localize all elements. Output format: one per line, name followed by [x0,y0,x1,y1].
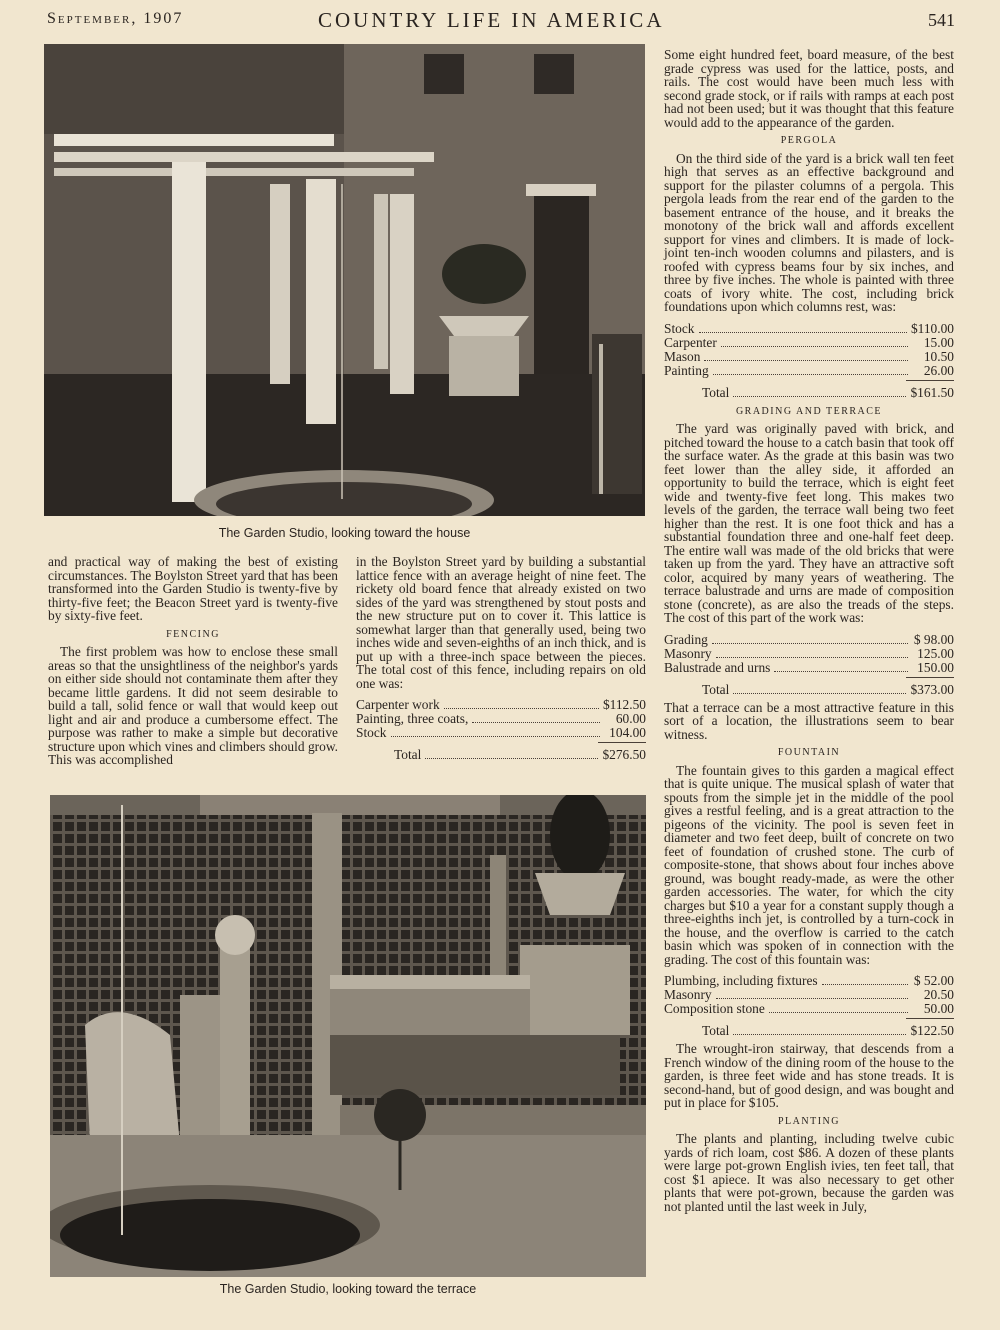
cost-row [356,698,646,712]
cost-amount: $ 52.00 [913,973,954,988]
cost-row [664,322,954,336]
col3-paragraph-3: The yard was originally paved with brick, and pitched toward the house to a catch basin that took off the surface water. As the grade at this basin was two feet lower than the alley side, it afforded an opportunity to build the terrace, which is eight feet wide and twenty-five feet long. This makes two levels of the garden, the terrace wall being two feet higher than the rest. It is one foot thick and has a substantial foundation three and one-half feet deep. The entire wall was made of the old bricks that were taken up from the yard. They have an attractive soft color, acquired by many years of weathering. The terrace balustrade and urns are made of composition stone (concrete), as are also the treads of the steps. The cost of this part of the work was: [664,421,954,625]
photo-garden-toward-house [44,44,645,516]
cost-label: Balustrade and urns [664,659,771,675]
photo-garden-toward-terrace [50,795,646,1277]
photo-illustration-terrace [50,795,646,1277]
total-label: Total [702,681,730,697]
total-rule [598,742,646,743]
cost-label: Composition stone [664,1001,765,1016]
col1-paragraph-2: The first problem was how to enclose these small areas so that the unsightliness of the neighbor's yards on either side should not contaminate them after they became little gardens. It did not seem desirable to build a tall, solid fence or wall that would keep out light and air and produce a cumbersome effect. The purpose was rather to make a simple but decorative structure upon which vines and climbers should grow. This was accomplished [48,644,338,767]
cost-amount: 26.00 [923,362,954,378]
col2-paragraph-1: in the Boylston Street yard by building a substantial lattice fence with an average height of nine feet. The rickety old board fence that already existed on two sides of the yard was strengthened by stout posts and the new structure put on to cover it. This lattice is somewhat larger than that generally used, being two inches wide and seven-eighths of an inch thick, and is put up with a three-inch space between the pieces. The total cost of this fence, including repairs on old one was: [356,554,646,691]
cost-row [664,336,954,350]
text-column-1 [48,555,338,767]
text-column-2 [356,555,646,766]
cost-row [664,661,954,675]
cost-amount: $110.00 [910,320,954,336]
fence-cost-table [356,698,646,762]
grading-cost-table [664,633,954,697]
cost-amount: 15.00 [923,334,954,350]
cost-label: Grading [664,631,708,647]
cost-row [664,350,954,364]
cost-amount: 104.00 [609,725,646,740]
cost-label: Carpenter [664,334,717,350]
total-amount: $276.50 [602,747,646,762]
total-rule [906,380,954,381]
cost-row [664,647,954,661]
col3-paragraph-1: Some eight hundred feet, board measure, of the best grade cypress was used for the lattice, posts, and rails. The cost would have been much less with second grade stock, or if rails with ramps at each post had not been used; but it was thought that this feature would add to the appearance of the garden. [664,47,954,130]
total-label: Total [702,1023,730,1038]
total-rule [906,677,954,678]
col3-paragraph-6: The wrought-iron stairway, that descends from a French window of the dining room of the house to the garden, is three feet wide and has stone treads. It is second-hand, but of good design, and was bought and put in place for $105. [664,1041,954,1110]
col3-paragraph-4: That a terrace can be a most attractive feature in this sort of a location, the illustrations seem to bear witness. [664,699,954,742]
cost-label: Carpenter work [356,697,440,712]
cost-amount: 150.00 [917,659,954,675]
cost-total-row [356,748,646,762]
cost-amount: 10.50 [923,348,954,364]
text-column-3 [664,48,954,1213]
total-rule [906,1018,954,1019]
col3-paragraph-2: On the third side of the yard is a brick wall ten feet high that serves as an effective background and support for the pilaster columns of a pergola. This pergola leads from the rear end of the garden to the basement entrance of the house, and it breaks the monotony of the brick wall and affords excellent support for vines and climbers. It is made of lock-joint ten-inch wooden columns and pilasters, and is roofed with cypress beams four by six inches, and three by five inches. The whole is painted with three coats of ivory white. The cost, including brick foundations upon which columns rest, was: [664,150,954,314]
section-heading-fountain: FOUNTAIN [777,747,841,758]
total-label: Total [394,747,422,762]
cost-label: Stock [356,725,387,740]
col1-paragraph-1: and practical way of making the best of existing circumstances. The Boylston Street yard that has been transformed into the Garden Studio is twenty-five by thirty-five feet; the Beacon Street yard is twenty-five by sixty-five feet. [48,554,338,623]
cost-total-row [664,683,954,697]
total-amount: $373.00 [910,681,954,697]
section-heading-planting: PLANTING [778,1115,840,1127]
cost-label: Painting [664,362,709,378]
cost-label: Mason [664,348,701,364]
cost-amount: 20.50 [923,987,954,1002]
section-heading-pergola: PERGOLA [780,135,838,146]
cost-total-row [664,386,954,400]
col3-paragraph-5: The fountain gives to this garden a magical effect that is quite unique. The musical splash of water that spouts from the simple jet in the middle of the pool gives a restful feeling, and is a great attraction to the pigeons of the vicinity. The pool is seven feet in diameter and two feet deep, built of concrete on two feet of foundation of crushed stone. The curb of composite-stone, that shows about four inches above ground, was bought ready-made, as were the other garden accessories. The water, for which the city charges but $10 a year for a constant supply though a three-eighths inch jet, is controlled by a turn-cock in the house, and the overflow is carried to the catch basin which was spoken of in connection with the grading. The cost of this fountain was: [664,762,954,967]
cost-row [664,364,954,378]
issue-date: September, 1907 [47,10,184,27]
total-amount: $161.50 [910,384,954,400]
fountain-cost-table [664,974,954,1038]
pergola-cost-table [664,322,954,400]
caption-top-photo: The Garden Studio, looking toward the house [218,526,471,540]
cost-amount: 125.00 [917,645,954,661]
cost-label: Masonry [664,987,712,1002]
section-heading-grading: GRADING AND TERRACE [735,405,883,417]
cost-amount: $112.50 [602,697,646,712]
cost-row [356,712,646,726]
page-number: 541 [928,10,955,30]
magazine-title: COUNTRY LIFE IN AMERICA [318,8,665,32]
cost-label: Stock [664,320,695,336]
caption-bottom-photo: The Garden Studio, looking toward the terrace [219,1282,477,1296]
col3-paragraph-7: The plants and planting, including twelve cubic yards of rich loam, cost $86. A dozen of these plants were large pot-grown English ivies, ten feet tall, that cost $1 apiece. It was also necessary to get other plants that were pot-grown, because the garden was not planted until the last week in July, [664,1131,954,1214]
cost-row [664,974,954,988]
cost-row [664,633,954,647]
section-heading-fencing: FENCING [166,628,220,640]
cost-label: Masonry [664,645,712,661]
cost-label: Painting, three coats, [356,711,469,726]
cost-row [356,726,646,740]
cost-row [664,988,954,1002]
total-amount: $122.50 [910,1023,954,1038]
cost-amount: $ 98.00 [913,631,954,647]
cost-label: Plumbing, including fixtures [664,973,818,988]
cost-amount: 50.00 [923,1001,954,1016]
cost-amount: 60.00 [615,711,646,726]
photo-illustration-pergola [44,44,645,516]
total-label: Total [702,384,730,400]
cost-row [664,1002,954,1016]
running-header [0,6,1000,38]
cost-total-row [664,1024,954,1038]
